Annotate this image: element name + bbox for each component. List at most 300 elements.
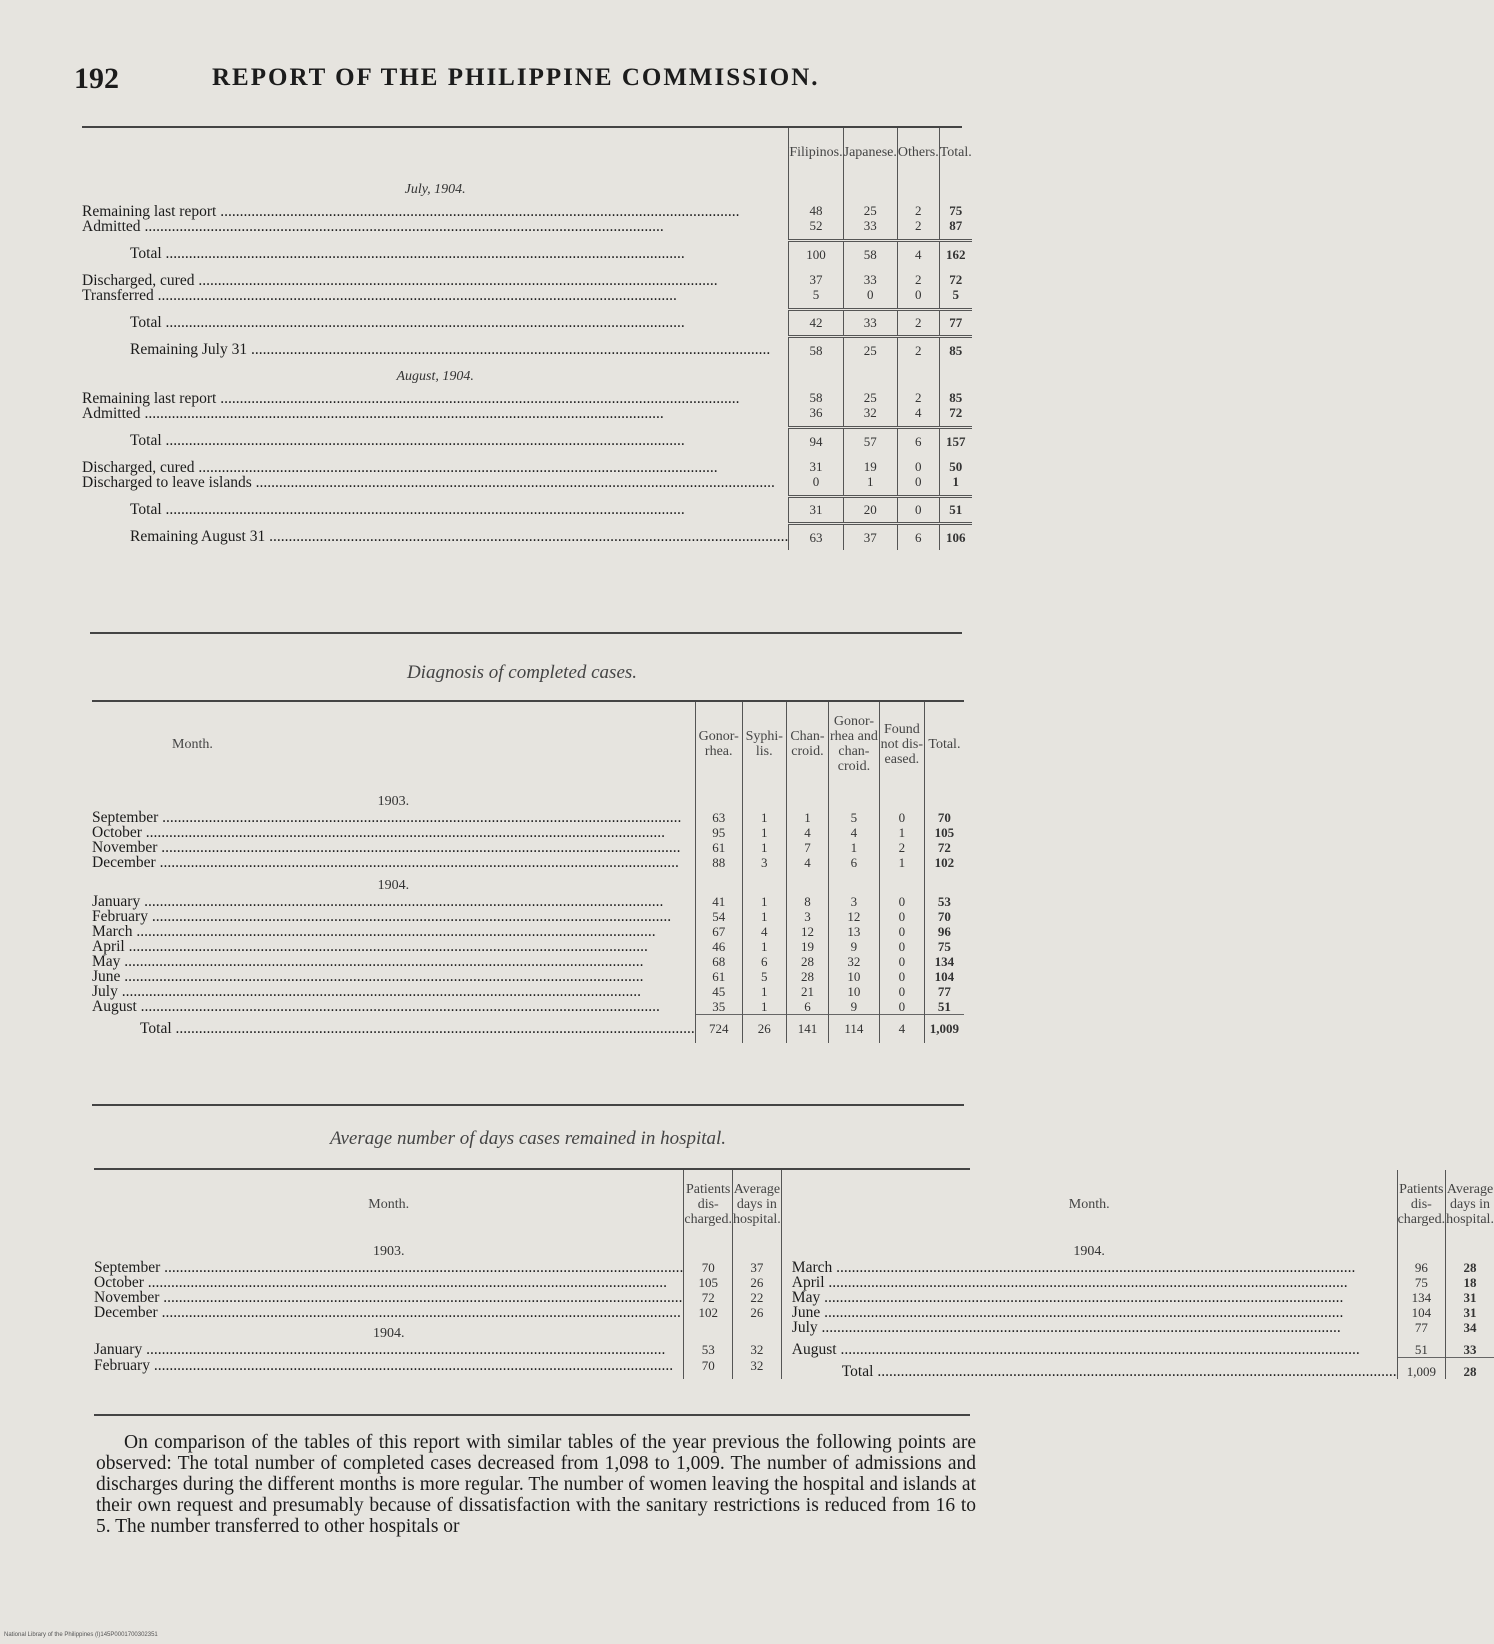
table-row [94, 1260, 1494, 1275]
value-cell [789, 198, 843, 240]
month-label [94, 1290, 684, 1305]
patients-cell: 75 [1397, 1275, 1446, 1290]
table-average-days [94, 1170, 1494, 1379]
value: 51 [949, 502, 963, 517]
value: 58 [863, 246, 877, 262]
year-label: 1903. [377, 794, 410, 809]
value-cell: 104 [924, 969, 964, 984]
row-label-text [82, 315, 788, 330]
month-label [94, 1305, 684, 1320]
col-gonorrhea-chancroid: Gonor-rhea and chan-croid. [829, 702, 880, 786]
value-cell: 0 [879, 999, 924, 1015]
month-text: March ..... [92, 923, 656, 940]
value-cell [939, 309, 972, 336]
days-cell: 18 [1446, 1275, 1494, 1290]
value-cell: 5 [829, 810, 880, 825]
value-cell: 46 [695, 939, 742, 954]
value-cell: 1 [742, 825, 786, 840]
patients-cell: 134 [1397, 1290, 1446, 1305]
value: 2 [915, 342, 922, 358]
total-cell: 1,009 [924, 1015, 964, 1043]
table-row [92, 999, 964, 1015]
value-cell [897, 309, 939, 336]
value-cell: 67 [695, 924, 742, 939]
value-cell [789, 267, 843, 309]
value-cell: 70 [924, 909, 964, 924]
empty-cell [1397, 1238, 1446, 1260]
empty-cell [924, 786, 964, 810]
patients-cell: 102 [684, 1305, 733, 1320]
value-cell [789, 240, 843, 267]
month-text: September ..... [94, 1259, 683, 1276]
value: 20 [863, 502, 877, 517]
col-not-diseased: Found not dis-eased. [879, 702, 924, 786]
value-cell [939, 523, 972, 550]
table-row [82, 385, 972, 427]
col-syphilis: Syphi-lis. [742, 702, 786, 786]
month-label [781, 1342, 1397, 1358]
label-text: Remaining July 31 ..... [130, 341, 770, 358]
month-text: October ..... [94, 1274, 667, 1291]
row-label-text [82, 475, 788, 490]
value: 25 [863, 203, 877, 219]
value-cell [843, 309, 897, 336]
patients-cell: 96 [1397, 1260, 1446, 1275]
empty-cell [695, 870, 742, 894]
row-label-text [82, 406, 788, 421]
value-cell: 12 [786, 924, 828, 939]
label-text: Remaining last report ..... [82, 390, 739, 407]
year-row [92, 870, 964, 894]
month-label [781, 1260, 1397, 1275]
table-row [94, 1358, 1494, 1380]
empty-cell [897, 363, 939, 385]
empty-cell [897, 176, 939, 198]
label-text: Remaining last report ..... [82, 203, 739, 220]
value: 85 [949, 342, 963, 358]
value-cell [897, 427, 939, 454]
col-days-left: Average days in hospital. [732, 1170, 781, 1238]
value: 33 [863, 272, 877, 288]
value-cell: 4 [742, 924, 786, 939]
table-row [82, 309, 972, 336]
row-label [82, 427, 789, 454]
value-cell: 8 [786, 894, 828, 909]
value-cell: 3 [786, 909, 828, 924]
value: 36 [809, 405, 823, 421]
days-cell: 33 [1446, 1342, 1494, 1358]
patients-cell: 70 [684, 1260, 733, 1275]
col-total: Total. [939, 128, 972, 176]
value: 100 [806, 246, 826, 262]
table-row [92, 825, 964, 840]
value-cell: 95 [695, 825, 742, 840]
table1-bottom-rule [90, 632, 962, 634]
value-cell: 0 [879, 939, 924, 954]
patients-cell: 53 [684, 1342, 733, 1358]
value-cell: 61 [695, 840, 742, 855]
col-japanese: Japanese. [843, 128, 897, 176]
month-text: July ..... [92, 983, 641, 1000]
row-label-text [82, 502, 788, 517]
value: 5 [812, 287, 820, 303]
value-cell [939, 336, 972, 363]
value: 33 [863, 218, 877, 234]
value: 85 [949, 390, 963, 406]
value-cell: 6 [742, 954, 786, 969]
value: 19 [863, 459, 877, 475]
value-cell: 53 [924, 894, 964, 909]
value: 58 [809, 390, 823, 406]
label-text: Total ..... [130, 245, 685, 262]
value-cell: 54 [695, 909, 742, 924]
value: 2 [915, 203, 922, 219]
row-label [82, 240, 789, 267]
total-text: Total ..... [842, 1363, 1397, 1380]
year-label: 1903. [372, 1244, 405, 1259]
value-cell: 6 [786, 999, 828, 1015]
value: 37 [863, 529, 877, 545]
value: 42 [809, 315, 823, 330]
value-cell: 0 [879, 954, 924, 969]
section-row [82, 176, 972, 198]
patients-cell: 104 [1397, 1305, 1446, 1320]
table-row [92, 810, 964, 825]
empty-cell [843, 363, 897, 385]
month-label [92, 810, 695, 825]
value: 52 [809, 218, 823, 234]
label-text: Admitted ..... [82, 405, 664, 422]
total-cell: 724 [695, 1015, 742, 1043]
month-label [92, 855, 695, 870]
empty-cell [695, 786, 742, 810]
table-row [82, 427, 972, 454]
month-label [92, 840, 695, 855]
value-cell: 35 [695, 999, 742, 1015]
value-cell [843, 523, 897, 550]
empty-cell [684, 1320, 733, 1342]
label-text: Transferred ..... [82, 287, 677, 304]
month-text: November ..... [92, 839, 681, 856]
table-row [94, 1320, 1494, 1342]
month-label [92, 984, 695, 999]
col-filipinos: Filipinos. [789, 128, 843, 176]
total-patients: 1,009 [1397, 1358, 1446, 1380]
month-label [94, 1260, 684, 1275]
value-cell: 1 [879, 855, 924, 870]
month-label [94, 1342, 684, 1358]
month-label [92, 939, 695, 954]
total-label [781, 1358, 1397, 1380]
row-label-text [82, 288, 788, 303]
value-cell: 96 [924, 924, 964, 939]
value-cell: 6 [829, 855, 880, 870]
table-row [82, 336, 972, 363]
value-cell: 1 [742, 999, 786, 1015]
col-patients-left: Patients dis-charged. [684, 1170, 733, 1238]
row-label-text [82, 342, 788, 357]
value-cell: 63 [695, 810, 742, 825]
value: 63 [809, 529, 823, 545]
empty-cell [879, 870, 924, 894]
value: 72 [949, 405, 963, 421]
value-cell: 102 [924, 855, 964, 870]
total-cell: 4 [879, 1015, 924, 1043]
month-text: January ..... [94, 1341, 665, 1358]
value: 0 [915, 474, 922, 490]
value-cell [789, 523, 843, 550]
table-row [82, 240, 972, 267]
value: 33 [863, 315, 877, 330]
year-label: 1904. [372, 1326, 405, 1341]
month-text: April ..... [92, 938, 648, 955]
value-cell [897, 267, 939, 309]
table-row [82, 267, 972, 309]
col-month-left: Month. [368, 1196, 410, 1212]
month-text: December ..... [94, 1304, 681, 1321]
value: 2 [915, 390, 922, 406]
value-cell [843, 427, 897, 454]
value: 6 [915, 433, 922, 449]
value-cell: 0 [879, 984, 924, 999]
table2-bottom-rule [92, 1104, 964, 1106]
days-cell: 28 [1446, 1260, 1494, 1275]
section-title-july: July, 1904. [404, 182, 466, 197]
table-row [82, 496, 972, 523]
empty-cell [732, 1320, 781, 1342]
days-cell: 32 [732, 1342, 781, 1358]
table-row [92, 984, 964, 999]
table-row [92, 924, 964, 939]
value: 5 [952, 287, 959, 303]
year-row [92, 786, 964, 810]
row-label [82, 454, 789, 496]
value-cell: 0 [879, 969, 924, 984]
value-cell [789, 454, 843, 496]
table-row [94, 1238, 1494, 1260]
row-label [82, 267, 789, 309]
value-cell [789, 496, 843, 523]
table-row [92, 855, 964, 870]
month-label [781, 1305, 1397, 1320]
month-text: August ..... [792, 1341, 1360, 1358]
col-days-right: Average days in hospital. [1446, 1170, 1494, 1238]
value-cell: 10 [829, 984, 880, 999]
value: 6 [915, 529, 922, 545]
paragraph-text: On comparison of the tables of this report with similar tables of the year previous the following points are observed: The total number of completed cases decreased from 1,098 to 1,009. The number of admissions and discharges during the different months is more regular. The number of women leaving the hospital and islands at their own request and presumably because of dissatisfaction with the sanitary restrictions is reduced from 16 to 5. The number transferred to other hospitals or [96, 1432, 976, 1537]
row-label [82, 496, 789, 523]
label-text: Admitted ..... [82, 218, 664, 235]
value: 32 [863, 405, 877, 421]
value-cell: 13 [829, 924, 880, 939]
value-cell: 7 [786, 840, 828, 855]
row-label [82, 336, 789, 363]
empty-cell [742, 786, 786, 810]
value: 50 [949, 459, 963, 475]
value: 0 [915, 459, 922, 475]
value-cell [789, 309, 843, 336]
row-label-text [82, 391, 788, 406]
value: 157 [946, 433, 966, 449]
empty-cell [786, 870, 828, 894]
row-label-text [82, 246, 788, 261]
table-row [82, 454, 972, 496]
month-text: February ..... [92, 908, 671, 925]
value-cell: 1 [742, 939, 786, 954]
col-month: Month. [172, 736, 213, 752]
table-row [92, 954, 964, 969]
value: 0 [915, 287, 922, 303]
row-label-text [82, 433, 788, 448]
table-row [92, 894, 964, 909]
value-cell: 3 [829, 894, 880, 909]
row-label [82, 523, 789, 550]
month-text: September ..... [92, 809, 681, 826]
table3-bottom-rule [94, 1414, 970, 1416]
patients-cell: 70 [684, 1358, 733, 1380]
total-row [92, 1015, 964, 1043]
patients-cell: 72 [684, 1290, 733, 1305]
days-cell: 34 [1446, 1320, 1494, 1342]
value-cell [843, 454, 897, 496]
table-row [92, 840, 964, 855]
days-cell: 31 [1446, 1290, 1494, 1305]
value-cell: 1 [742, 810, 786, 825]
scan-footer: National Library of the Philippines (l)145P0001700302351 [4, 1632, 158, 1638]
col-patients-right: Patients dis-charged. [1397, 1170, 1446, 1238]
value-cell: 32 [829, 954, 880, 969]
month-label [781, 1275, 1397, 1290]
value-cell: 75 [924, 939, 964, 954]
row-label-text [82, 273, 788, 288]
total-text: Total ..... [140, 1020, 695, 1037]
value-cell [939, 267, 972, 309]
days-cell: 26 [732, 1275, 781, 1290]
value-cell: 3 [742, 855, 786, 870]
value: 31 [809, 459, 823, 475]
label-text: Total ..... [130, 501, 685, 518]
month-label [92, 924, 695, 939]
value-cell [843, 198, 897, 240]
empty-cell [939, 363, 972, 385]
empty-cell [789, 176, 843, 198]
total-days: 28 [1446, 1358, 1494, 1380]
value: 25 [863, 342, 877, 358]
empty-cell [1446, 1238, 1494, 1260]
month-text: March ..... [792, 1259, 1356, 1276]
label-text: Total ..... [130, 314, 685, 331]
value-cell: 2 [879, 840, 924, 855]
empty-cell [879, 786, 924, 810]
value-cell: 1 [742, 840, 786, 855]
row-label-text [82, 460, 788, 475]
value-cell: 10 [829, 969, 880, 984]
month-label [92, 969, 695, 984]
month-label [92, 909, 695, 924]
month-text: June ..... [92, 968, 644, 985]
value: 0 [812, 474, 820, 490]
value-cell: 1 [742, 909, 786, 924]
value: 4 [915, 405, 922, 421]
row-label-text [82, 204, 788, 219]
value-cell: 1 [829, 840, 880, 855]
value-cell: 5 [742, 969, 786, 984]
label-text: Discharged, cured ..... [82, 459, 718, 476]
value-cell [939, 385, 972, 427]
table-row [92, 939, 964, 954]
row-label [82, 385, 789, 427]
year-label: 1904. [781, 1238, 1397, 1260]
days-cell: 37 [732, 1260, 781, 1275]
label-text: Total ..... [130, 432, 685, 449]
month-text: June ..... [792, 1304, 1344, 1321]
value-cell [789, 336, 843, 363]
value-cell: 72 [924, 840, 964, 855]
total-label [92, 1015, 695, 1043]
table-row [94, 1275, 1494, 1290]
month-text: May ..... [792, 1289, 1344, 1306]
value-cell: 0 [879, 909, 924, 924]
month-label [94, 1275, 684, 1290]
month-label [781, 1290, 1397, 1305]
value-cell: 88 [695, 855, 742, 870]
col-total: Total. [924, 702, 964, 786]
table-row [94, 1305, 1494, 1320]
label-text: Discharged to leave islands ..... [82, 474, 775, 491]
value-cell: 1 [786, 810, 828, 825]
table-row [82, 198, 972, 240]
value-cell: 0 [879, 924, 924, 939]
value: 31 [809, 502, 823, 517]
month-text: October ..... [92, 824, 665, 841]
value-cell [897, 385, 939, 427]
value-cell: 0 [879, 810, 924, 825]
days-cell: 26 [732, 1305, 781, 1320]
total-cell: 26 [742, 1015, 786, 1043]
table-row [94, 1342, 1494, 1358]
empty-cell [829, 870, 880, 894]
empty-cell [939, 176, 972, 198]
value-cell [939, 454, 972, 496]
col-month-right: Month. [781, 1170, 1397, 1238]
empty-cell [843, 176, 897, 198]
month-text: November ..... [94, 1289, 683, 1306]
value-cell [789, 385, 843, 427]
month-label [92, 825, 695, 840]
col-gonorrhea: Gonor-rhea. [695, 702, 742, 786]
month-text: February ..... [94, 1357, 673, 1374]
row-label-text [82, 529, 788, 544]
value: 162 [946, 246, 966, 262]
value: 106 [946, 529, 966, 545]
month-label [94, 1358, 684, 1380]
value-cell: 45 [695, 984, 742, 999]
col-others: Others. [897, 128, 939, 176]
table3-caption: Average number of days cases remained in hospital. [329, 1128, 727, 1149]
month-label [92, 894, 695, 909]
total-cell: 114 [829, 1015, 880, 1043]
value-cell [939, 198, 972, 240]
value: 2 [915, 218, 922, 234]
patients-cell: 51 [1397, 1342, 1446, 1358]
value-cell: 19 [786, 939, 828, 954]
value: 94 [809, 433, 823, 449]
value-cell [897, 523, 939, 550]
value-cell: 9 [829, 939, 880, 954]
table-diagnosis [92, 702, 964, 1043]
value-cell [843, 336, 897, 363]
value: 37 [809, 272, 823, 288]
